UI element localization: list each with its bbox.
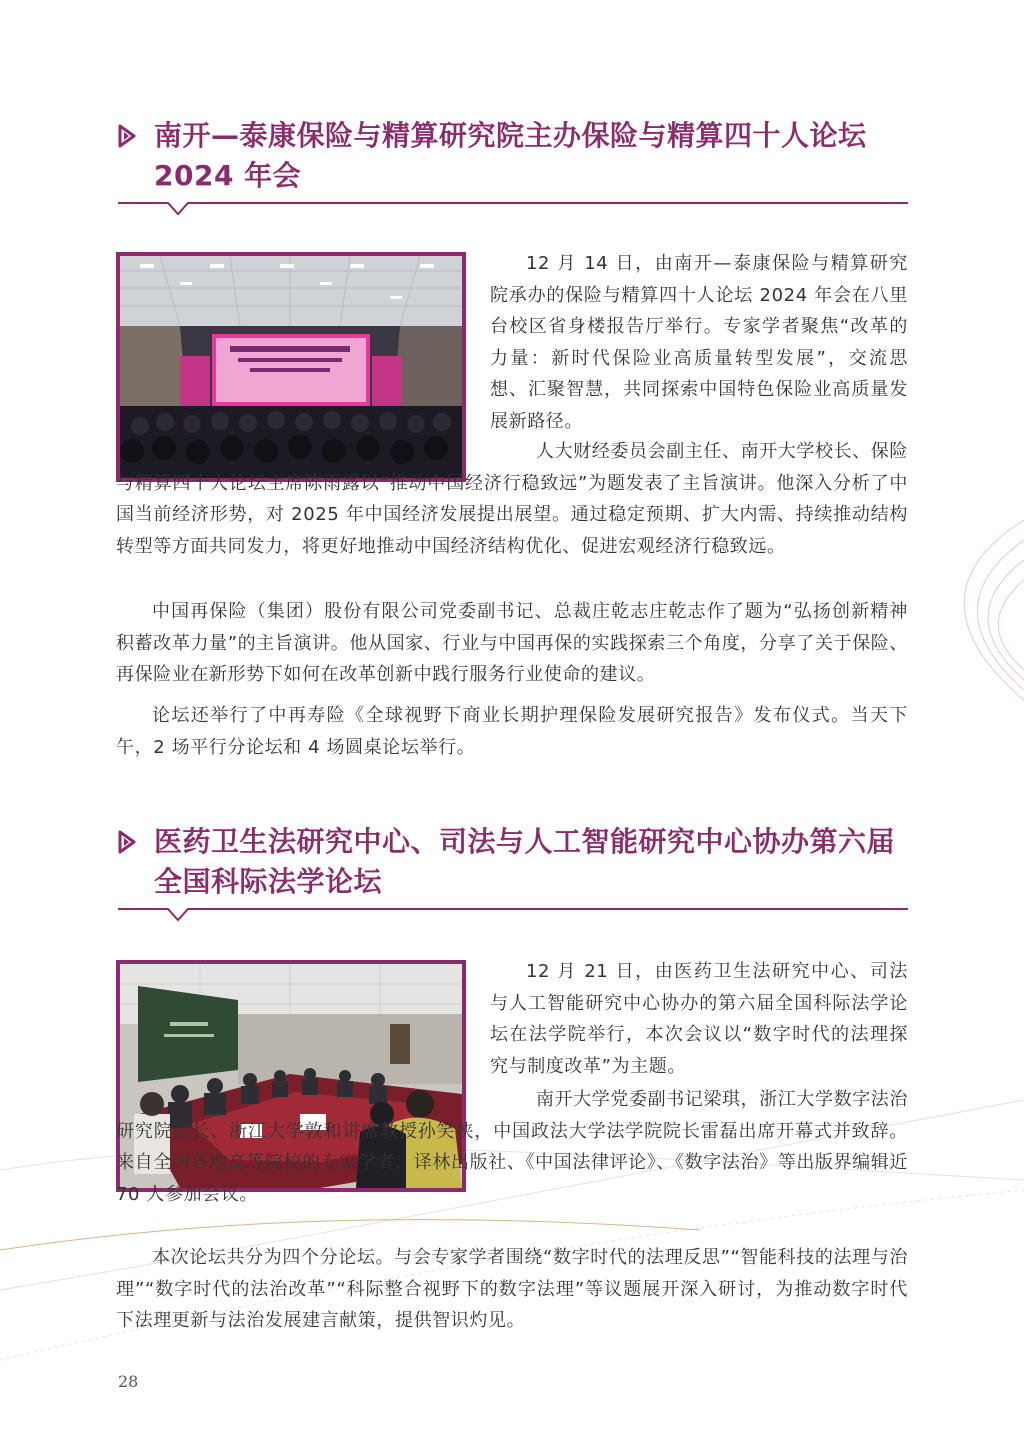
section-2-paragraph-2: 南开大学党委副书记梁琪，浙江大学数字法治研究院院长、浙江大学敦和讲席教授孙笑侠，中国政法大学法学院院长雷磊出席开幕式并致辞。来自全国各地高等院校的专家学者，译林出版社、《中国法律评论》、《数字法治》等出版界编辑近 70 人参加会议。 <box>116 1089 908 1205</box>
section-2-paragraph-3: 本次论坛共分为四个分论坛。与会专家学者围绕“数字时代的法理反思”“智能科技的法理与治理”“数字时代的法治改革”“科际整合视野下的数字法理”等议题展开深入研讨，为推动数字时代下法理更新与法治发展建言献策，提供智识灼见。 <box>116 1247 908 1331</box>
title-underline <box>118 906 908 922</box>
section-1-paragraph-2: 人大财经委员会副主任、南开大学校长、保险与精算四十人论坛主席陈雨露以“推动中国经济行稳致远”为题发表了主旨演讲。他深入分析了中国当前经济形势，对 2025 年中国经济发展提出展望。通过稳定预期、扩大内需、持续推动结构转型等方面共同发力，将更好地推动中国经济结构优化、促进宏观经济行稳致远。 <box>116 441 908 557</box>
title-underline <box>118 200 908 216</box>
section-2-title: 医药卫生法研究中心、司法与人工智能研究中心协办第六届全国科际法学论坛 <box>154 825 896 898</box>
section-1-title: 南开—泰康保险与精算研究院主办保险与精算四十人论坛2024 年会 <box>154 119 867 192</box>
section-1-paragraph-1: 12 月 14 日，由南开—泰康保险与精算研究院承办的保险与精算四十人论坛 2024 年会在八里台校区省身楼报告厅举行。专家学者聚焦“改革的力量：新时代保险业高质量转型发展”，交流思想、汇聚智慧，共同探索中国特色保险业高质量发展新路径。 <box>490 253 908 432</box>
section-1-paragraph-3: 中国再保险（集团）股份有限公司党委副书记、总裁庄乾志庄乾志作了题为“弘扬创新精神 积蓄改革力量”的主旨演讲。他从国家、行业与中国再保的实践探索三个角度，分享了关于保险、再保险业在新形势下如何在改革创新中践行服务行业使命的建议。 <box>116 601 908 685</box>
section-2-paragraph-1: 12 月 21 日，由医药卫生法研究中心、司法与人工智能研究中心协办的第六届全国科际法学论坛在法学院举行，本次会议以“数字时代的法理探究与制度改革”为主题。 <box>490 961 908 1077</box>
play-arrow-icon <box>118 124 138 148</box>
play-arrow-icon <box>118 830 138 854</box>
section-2-header <box>118 822 908 928</box>
section-1-paragraph-4: 论坛还举行了中再寿险《全球视野下商业长期护理保险发展研究报告》发布仪式。当天下午，2 场平行分论坛和 4 场圆桌论坛举行。 <box>116 705 908 758</box>
section-1-header <box>118 116 908 222</box>
page-number: 28 <box>118 1372 139 1391</box>
